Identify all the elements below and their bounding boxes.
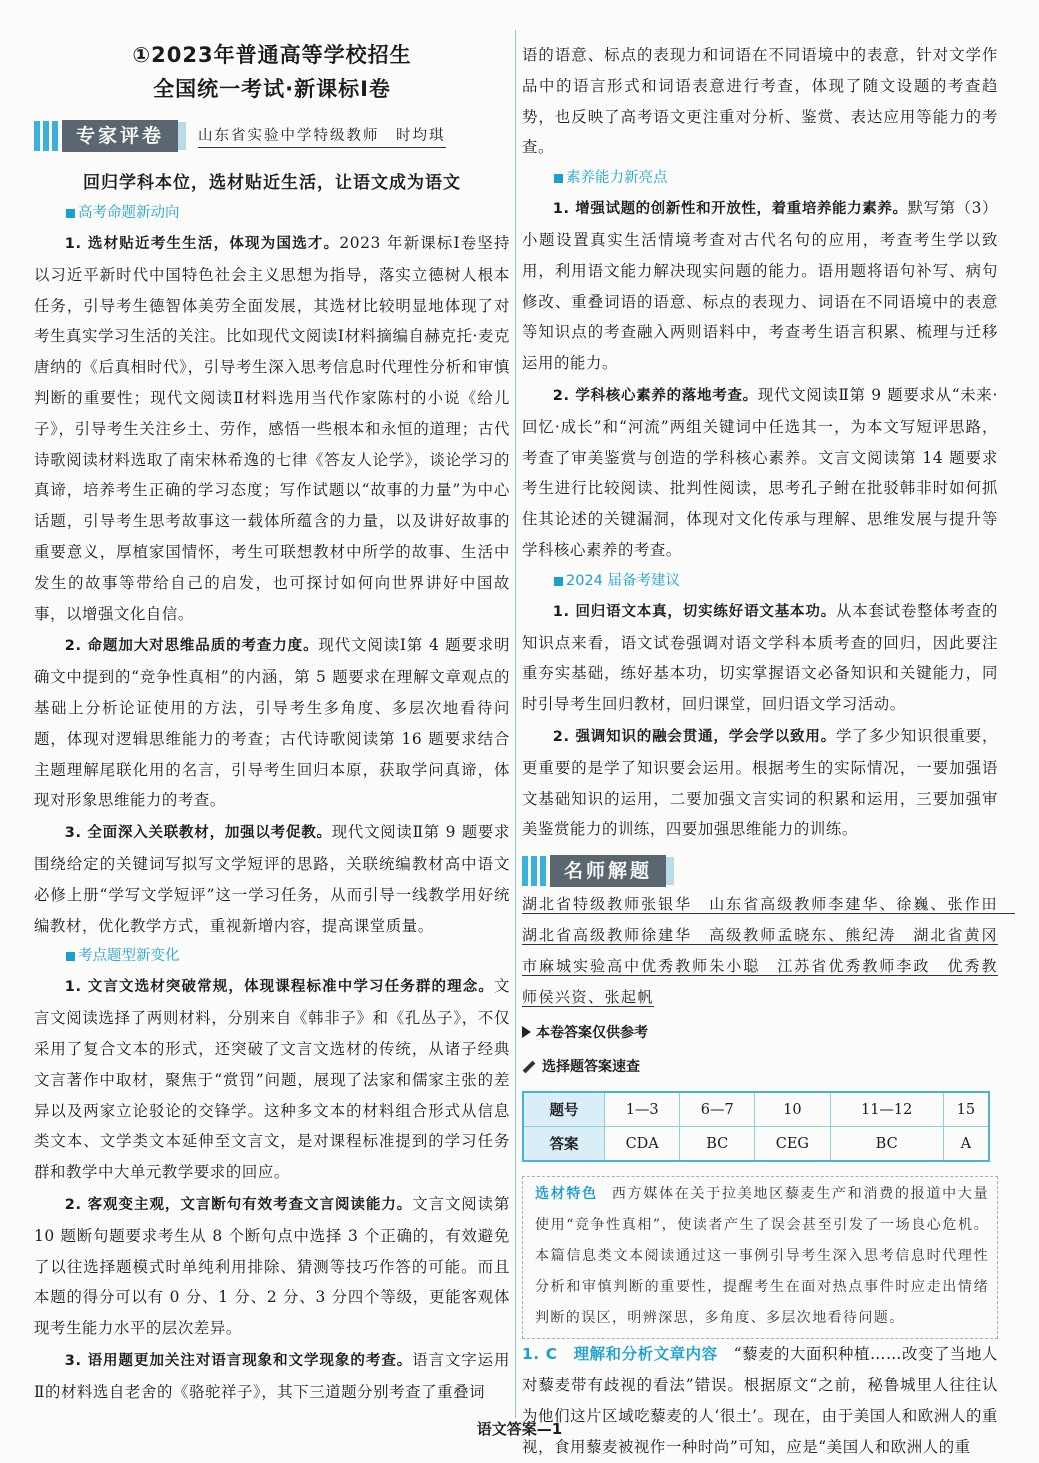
left-column [34,38,510,1408]
teachers-banner [522,853,998,889]
expert-author: 山东省实验中学特级教师 时均琪 [198,124,446,148]
section-heading: 2024 届备考建议 [522,567,998,596]
box-text: 西方媒体在关于拉美地区藜麦生产和消费的报道中大量使用“竞争性真相”，使读者产生了误会甚至引发了一场良心危机。本篇信息类文本阅读通过这一事例引导考生深入思考信息时代理性分析和审慎判断的重要性，提醒考生在面对热点事件时应走出情绪判断的误区，明辨深思，多角度、多层次地看待问题。 [535,1186,989,1327]
quick-answer-title: 选择题答案速查 [522,1053,998,1081]
paragraph: 1. 回归语文本真，切实练好语文基本功。从本套试卷整体考查的知识点来看，语文试卷强调对语文学科本质考查的回归，因此要注重夯实基础，练好基本功，切实掌握语文必备知识和关键能力，同时引导考生回归教材，回归课堂，回归语文学习活动。 [522,601,998,714]
table-cell: 15 [943,1092,989,1127]
table-row [523,1127,989,1162]
question-label: 1. C 理解和分析文章内容 [522,1345,718,1364]
table-cell: CEG [755,1127,830,1162]
page-footer: 语文答案—1 [476,1420,563,1438]
answer-table [522,1091,990,1162]
column-divider [515,30,516,1418]
teachers-badge: 名师解题 [550,855,666,887]
paragraph: 语的语意、标点的表现力和词语在不同语境中的表意，针对文学作品中的语言形式和词语表意进行考查，体现了随文设题的考查趋势，也反映了高考语文更注重对分析、鉴赏、表达应用等能力的考查。 [522,46,998,157]
paragraph: 1. 增强试题的创新性和开放性，着重培养能力素养。默写第（3）小题设置真实生活情境考查对古代名句的应用，考查考生学以致用，利用语文能力解决现实问题的能力。语用题将语句补写、病句修改、重叠词语的语意、标点的表现力、词语在不同语境中的表意等知识点的考查融入两则语料中，考查考生语言积累、梳理与迁移运用的能力。 [522,199,998,373]
table-cell: BC [680,1127,755,1162]
table-cell: BC [830,1127,943,1162]
banner-stripes [34,121,58,151]
answer-explanation: 1. C 理解和分析文章内容 “藜麦的大面积种植……改变了当地人对藜麦带有歧视的看法”错误。根据原文“之前，秘鲁城里人往往认为他们这片区域吃藜麦的人‘很土’。现在，由于美国人和欧洲人的重视，食用藜麦被视作一种时尚”可知，应是“美国人和欧洲人的重 [522,1345,998,1456]
table-row [523,1092,989,1127]
paragraph: 1. 选材贴近考生生活，体现为国选才。2023 年新课标Ⅰ卷坚持以习近平新时代中国特色社会主义思想为指导，落实立德树人根本任务，引导考生德智体美劳全面发展，其选材比较明显地体现了对考生真实学习生活的关注。比如现代文阅读Ⅰ材料摘编自赫克托·麦克唐纳的《后真相时代》，引导考生深入思考信息时代理性分析和审慎判断的重要性；现代文阅读Ⅱ材料选用当代作家陈村的小说《给儿子》，引导考生关注乡土、劳作，感悟一些根本和永恒的道理；古代诗歌阅读材料选取了南宋林希逸的七律《答友人论学》，谈论学习的真谛，培养考生正确的学习态度；写作试题以“故事的力量”为中心话题，引导考生思考故事这一载体所蕴含的力量，以及讲好故事的重要意义，厚植家国情怀，考生可联想教材中所学的故事、生活中发生的故事等带给自己的启发，也可探讨如何向世界讲好中国故事，以增强文化自信。 [34,234,510,623]
paper-title-line1: ①2023年普通高等学校招生 [132,43,412,67]
paragraph: 1. 文言文选材突破常规，体现课程标准中学习任务群的理念。文言文阅读选择了两则材料，分别来自《韩非子》和《孔丛子》，不仅采用了复合文本的形式，还突破了文言文选材的传统，从诸子经典文言著作中取材，聚焦于“赏罚”问题，展现了法家和儒家主张的差异以及两家立论驳论的交锋学。这种多文本的材料组合形式从信息类文本、文学类文本延伸至文言文，是对课程标准提到的学习任务群和教学中大单元教学要求的回应。 [34,977,510,1182]
table-cell: A [943,1127,989,1162]
table-cell: 1—3 [605,1092,680,1127]
triangle-icon [522,1026,531,1038]
table-header-cell: 答案 [523,1127,605,1162]
table-cell: 11—12 [830,1092,943,1127]
table-cell: 6—7 [680,1092,755,1127]
teachers-list: 湖北省特级教师张银华 山东省高级教师李建华、徐巍、张作田 湖北省高级教师徐建华 高级教师孟晓东、熊纪涛 湖北省黄冈市麻城实验高中优秀教师朱小聪 江苏省优秀教师李政 优秀教师侯兴资、张起帆 [522,895,1015,1007]
paragraph: 3. 全面深入关联教材，加强以考促教。现代文阅读Ⅱ第 9 题要求围绕给定的关键词写拟写文学短评的思路，关联统编教材高中语文必修上册“学写文学短评”这一学习任务，从而引导一线教学用好统编教材，优化教学方式，重视新增内容，提高课堂质量。 [34,823,511,935]
section-heading: 高考命题新动向 [34,199,510,228]
answer-note: 本卷答案仅供参考 [522,1019,998,1047]
table-cell: CDA [605,1127,680,1162]
section-heading: 素养能力新亮点 [522,164,998,193]
section-heading: 考点题型新变化 [34,942,510,971]
expert-badge: 专家评卷 [62,120,178,152]
paragraph: 2. 强调知识的融会贯通，学会学以致用。学了多少知识很重要，更重要的是学了知识要会运用。根据考生的实际情况，一要加强语文基础知识的运用，二要加强文言实词的积累和运用，三要加强审美鉴赏能力的训练，四要加强思维能力的训练。 [522,726,998,839]
expert-banner [34,118,510,154]
paragraph: 3. 语用题更加关注对语言现象和文学现象的考查。语言文字运用Ⅱ的材料选自老舍的《骆驼祥子》，其下三道题分别考查了重叠词 [34,1350,510,1401]
paragraph: 2. 学科核心素养的落地考查。现代文阅读Ⅱ第 9 题要求从“未来·回忆·成长”和“河流”两组关键词中任选其一，为本文写短评思路，考查了审美鉴赏与创造的学科核心素养。文言文阅读第 14 题要求考生进行比较阅读、批判性阅读，思考孔子鲋在批驳韩非时如何抓住其论述的关键漏洞，体现对文化传承与理解、思维发展与提升等学科核心素养的考查。 [522,385,998,559]
pencil-icon [523,1061,536,1074]
paragraph: 2. 客观变主观，文言断句有效考查文言阅读能力。文言文阅读第 10 题断句题要求考生从 8 个断句点中选择 3 个正确的，有效避免了以往选择题模式时单纯利用排除、猜测等技巧作答的可能。而且本题的得分可以有 0 分、1 分、2 分、3 分四个等级，更能客观体现考生能力水平的层次差异。 [34,1194,510,1338]
right-column [522,40,1015,1463]
table-cell: 10 [755,1092,830,1127]
table-header-cell: 题号 [523,1092,605,1127]
paper-title-line2: 全国统一考试·新课标Ⅰ卷 [153,77,391,101]
box-label: 选材特色 [535,1186,598,1203]
material-feature-box [522,1176,998,1339]
expert-headline: 回归学科本位，选材贴近生活，让语文成为语文 [83,173,461,193]
paragraph: 2. 命题加大对思维品质的考查力度。现代文阅读Ⅰ第 4 题要求明确文中提到的“竞争性真相”的内涵，第 5 题要求在理解文章观点的基础上分析论证使用的方法，引导考生多角度、多层次地看待问题，体现对逻辑思维能力的考查；古代诗歌阅读第 16 题要求结合主题理解尾联化用的名言，引导考生回归本原，获取学问真谛，体现对形象思维能力的考查。 [34,636,510,810]
